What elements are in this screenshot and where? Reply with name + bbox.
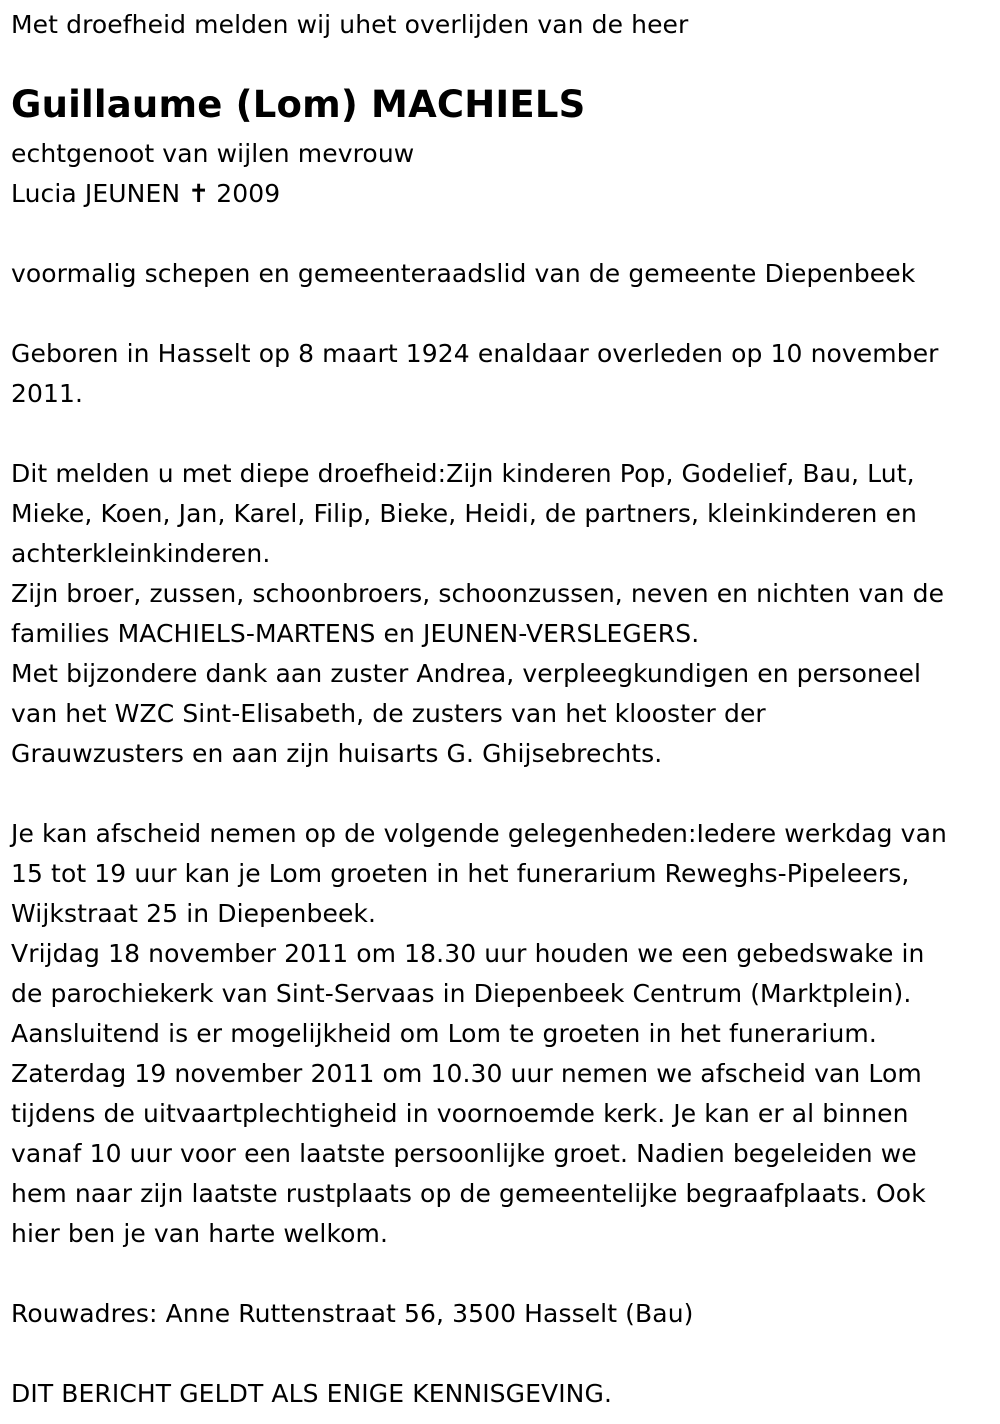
text-line: vanaf 10 uur voor een laatste persoonlijke groet. Nadien begeleiden we [11, 1139, 917, 1168]
text-line: hier ben je van harte welkom. [11, 1219, 389, 1248]
spouse-name: Lucia JEUNEN [11, 179, 181, 208]
spouse-name-line [11, 174, 414, 214]
closing-statement: DIT BERICHT GELDT ALS ENIGE KENNISGEVING. [11, 1379, 612, 1408]
text-line: hem naar zijn laatste rustplaats op de gemeentelijke begraafplaats. Ook [11, 1179, 926, 1208]
text-line: Je kan afscheid nemen op de volgende gelegenheden:Iedere werkdag van [11, 819, 947, 848]
farewell-block [11, 814, 947, 1254]
text-line: Zaterdag 19 november 2011 om 10.30 uur nemen we afscheid van Lom [11, 1059, 922, 1088]
text-line: Zijn broer, zussen, schoonbroers, schoonzussen, neven en nichten van de [11, 579, 945, 608]
intro-text: Met droefheid melden wij uhet overlijden van de heer [11, 10, 689, 39]
text-line: Geboren in Hasselt op 8 maart 1924 enaldaar overleden op 10 november [11, 339, 939, 368]
text-line: 2011. [11, 379, 84, 408]
family-block [11, 454, 944, 774]
text-line: Mieke, Koen, Jan, Karel, Filip, Bieke, Heidi, de partners, kleinkinderen en [11, 499, 917, 528]
text-line: de parochiekerk van Sint-Servaas in Diepenbeek Centrum (Marktplein). [11, 979, 912, 1008]
deceased-name: Guillaume (Lom) MACHIELS [11, 83, 586, 126]
text-line: Met bijzondere dank aan zuster Andrea, verpleegkundigen en personeel [11, 659, 921, 688]
role-text: voormalig schepen en gemeenteraadslid van de gemeente Diepenbeek [11, 259, 916, 288]
text-line: tijdens de uitvaartplechtigheid in voornoemde kerk. Je kan er al binnen [11, 1099, 909, 1128]
mourning-address: Rouwadres: Anne Ruttenstraat 56, 3500 Hasselt (Bau) [11, 1299, 694, 1328]
text-line: Dit melden u met diepe droefheid:Zijn kinderen Pop, Godelief, Bau, Lut, [11, 459, 915, 488]
cross-icon: ✝ [188, 179, 210, 208]
text-line: 15 tot 19 uur kan je Lom groeten in het funerarium Reweghs-Pipeleers, [11, 859, 910, 888]
spouse-death-year: 2009 [216, 179, 281, 208]
birth-block [11, 334, 939, 414]
text-line: families MACHIELS-MARTENS en JEUNEN-VERSLEGERS. [11, 619, 700, 648]
text-line: van het WZC Sint-Elisabeth, de zusters van het klooster der [11, 699, 766, 728]
spouse-line: echtgenoot van wijlen mevrouw [11, 139, 415, 168]
text-line: Vrijdag 18 november 2011 om 18.30 uur houden we een gebedswake in [11, 939, 925, 968]
text-line: Aansluitend is er mogelijkheid om Lom te groeten in het funerarium. [11, 1019, 877, 1048]
spouse-block [11, 134, 414, 214]
text-line: Wijkstraat 25 in Diepenbeek. [11, 899, 377, 928]
text-line: Grauwzusters en aan zijn huisarts G. Ghijsebrechts. [11, 739, 663, 768]
text-line: achterkleinkinderen. [11, 539, 271, 568]
